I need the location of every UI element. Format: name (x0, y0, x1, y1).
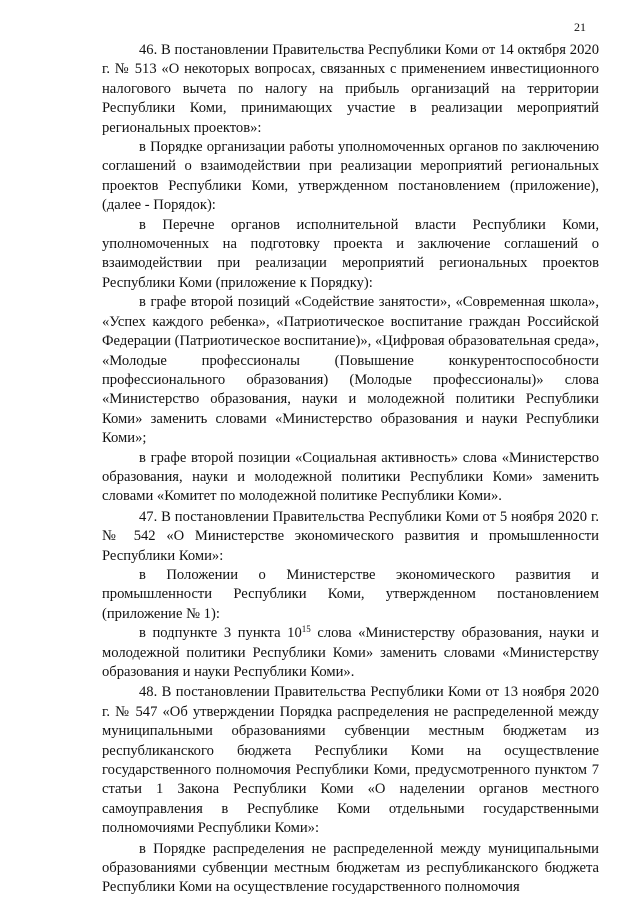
document-body (102, 41, 599, 898)
paragraph-47: 47. В постановлении Правительства Республики Коми от 5 ноября 2020 г. № 542 «О Министерстве экономического развития и промышленности Республики Коми»: (102, 508, 599, 564)
page-number: 21 (574, 20, 586, 34)
point-superscript: 15 (301, 624, 311, 635)
paragraph-48: 48. В постановлении Правительства Республики Коми от 13 ноября 2020 г. № 547 «Об утверждении Порядка распределения не распределенной между муниципальными образованиями субвенции местным бюджетам из республиканского бюджета Республики Коми на осуществление государственного полномочия Республики Коми, предусмотренного пунктом 7 статьи 1 Закона Республики Коми «О наделении органов местного самоуправления в Республике Коми отдельными государственными полномочиями Республики Коми»: (102, 684, 599, 837)
subpoint-text-after: слова «Министерству образования, науки и молодежной политики Республики Коми» заменить словами «Министерству образования и науки Республики Коми». (102, 625, 599, 680)
paragraph-46: 46. В постановлении Правительства Республики Коми от 14 октября 2020 г. № 513 «О некоторых вопросах, связанных с применением инвестиционного налогового вычета по налогу на прибыль организаций на территории Республики Коми, принимающих участие в реализации мероприятий региональных проектов»: (102, 42, 599, 136)
paragraph-47-subpoint (102, 624, 599, 682)
subpoint-text-before: в подпункте 3 пункта 10 (139, 625, 302, 642)
paragraph-46-procedure: в Порядке организации работы уполномоченных органов по заключению соглашений о взаимодействии при реализации мероприятий региональных проектов Республики Коми, утвержденном постановлением (приложение), (далее - Порядок): (102, 139, 599, 214)
paragraph-46-list: в Перечне органов исполнительной власти Республики Коми, уполномоченных на подготовку проекта и заключение соглашений о взаимодействии при реализации мероприятий региональных проектов Республики Коми (приложение к Порядку): (102, 216, 599, 291)
paragraph-46-column-positions: в графе второй позиций «Содействие занятости», «Современная школа», «Успех каждого ребенка», «Патриотическое воспитание граждан Российской Федерации (Патриотическое воспитание)», «Цифровая образовательная среда», «Молодые профессионалы (Повышение конкурентоспособности профессионального образования) (Молодые профессионалы)» слова «Министерство образования, науки и молодежной политики Республики Коми» заменить словами «Министерство образования и науки Республики Коми»; (102, 294, 599, 447)
paragraph-46-social-activity: в графе второй позиции «Социальная активность» слова «Министерство образования, науки и молодежной политики Республики Коми» заменить словами «Комитет по молодежной политике Республики Коми». (102, 449, 599, 505)
paragraph-47-regulation: в Положении о Министерстве экономического развития и промышленности Республики Коми, утвержденном постановлением (приложение № 1): (102, 566, 599, 622)
paragraph-48-procedure: в Порядке распределения не распределенной между муниципальными образованиями субвенции местным бюджетам из республиканского бюджета Республики Коми на осуществление государственного полномочия (102, 840, 599, 896)
